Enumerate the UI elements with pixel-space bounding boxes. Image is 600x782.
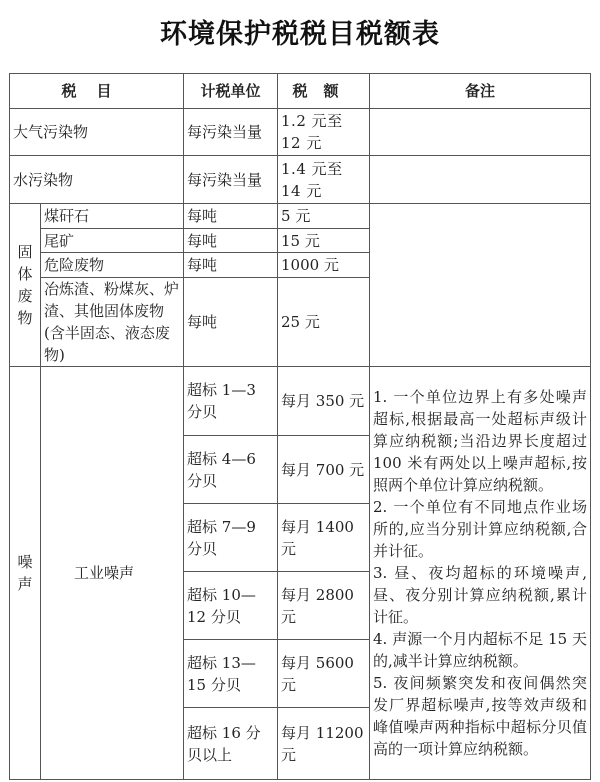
water-note: [370, 156, 591, 204]
page-title: 环境保护税税目税额表: [160, 19, 440, 50]
header-unit: 计税单位: [184, 74, 278, 109]
table-row-air: [10, 109, 591, 156]
solid-item: 煤矸石: [41, 204, 184, 229]
table-row-water: [10, 156, 591, 204]
note-item: 5. 夜间频繁突发和夜间偶然突发厂界超标噪声,按等效声级和峰值噪声两种指标中超标分贝值高的一项计算应纳税额。: [373, 674, 588, 758]
header-note: 备注: [370, 74, 591, 109]
noise-notes: [370, 367, 591, 780]
water-item: 水污染物: [10, 156, 184, 204]
header-row: [10, 74, 591, 109]
solid-unit: 每吨: [184, 253, 278, 278]
noise-level: 超标 4—6 分贝: [184, 436, 278, 504]
noise-amount: 每月 1400 元: [278, 504, 370, 572]
noise-amount: 每月 11200 元: [278, 708, 370, 780]
water-unit: 每污染当量: [184, 156, 278, 204]
solid-category: 固体废物: [10, 204, 41, 367]
air-note: [370, 109, 591, 156]
note-item: 1. 一个单位边界上有多处噪声超标,根据最高一处超标声级计算应纳税额;当沿边界长度超过 100 米有两处以上噪声超标,按照两个单位计算应纳税额。: [373, 388, 588, 494]
table-row-noise: [10, 367, 591, 436]
note-item: 2. 一个单位有不同地点作业场所的,应当分别计算应纳税额,合并计征。: [373, 498, 588, 560]
noise-amount: 每月 700 元: [278, 436, 370, 504]
air-item: 大气污染物: [10, 109, 184, 156]
solid-unit: 每吨: [184, 278, 278, 367]
header-item: 税目: [10, 74, 184, 109]
solid-item: 危险废物: [41, 253, 184, 278]
noise-level: 超标 16 分贝以上: [184, 708, 278, 780]
noise-category: 噪声: [10, 367, 41, 780]
water-amount: 1.4 元至 14 元: [278, 156, 370, 204]
table-row-solid: [10, 204, 591, 229]
solid-note: [370, 204, 591, 367]
noise-amount: 每月 5600 元: [278, 640, 370, 708]
solid-amount: 25 元: [278, 278, 370, 367]
solid-item: 尾矿: [41, 229, 184, 253]
note-item: 4. 声源一个月内超标不足 15 天的,减半计算应纳税额。: [373, 630, 588, 670]
solid-amount: 1000 元: [278, 253, 370, 278]
tax-rate-table: [9, 73, 591, 780]
noise-level: 超标 13—15 分贝: [184, 640, 278, 708]
air-amount: 1.2 元至 12 元: [278, 109, 370, 156]
header-amount: 税额: [278, 74, 370, 109]
solid-item: 冶炼渣、粉煤灰、炉渣、其他固体废物(含半固态、液态废物): [41, 278, 184, 367]
noise-amount: 每月 350 元: [278, 367, 370, 436]
air-unit: 每污染当量: [184, 109, 278, 156]
solid-unit: 每吨: [184, 229, 278, 253]
note-item: 3. 昼、夜均超标的环境噪声,昼、夜分别计算应纳税额,累计计征。: [373, 564, 588, 626]
solid-unit: 每吨: [184, 204, 278, 229]
solid-amount: 5 元: [278, 204, 370, 229]
noise-level: 超标 10—12 分贝: [184, 572, 278, 640]
noise-amount: 每月 2800 元: [278, 572, 370, 640]
noise-level: 超标 1—3 分贝: [184, 367, 278, 436]
noise-level: 超标 7—9 分贝: [184, 504, 278, 572]
noise-subcategory: 工业噪声: [41, 367, 184, 780]
solid-amount: 15 元: [278, 229, 370, 253]
